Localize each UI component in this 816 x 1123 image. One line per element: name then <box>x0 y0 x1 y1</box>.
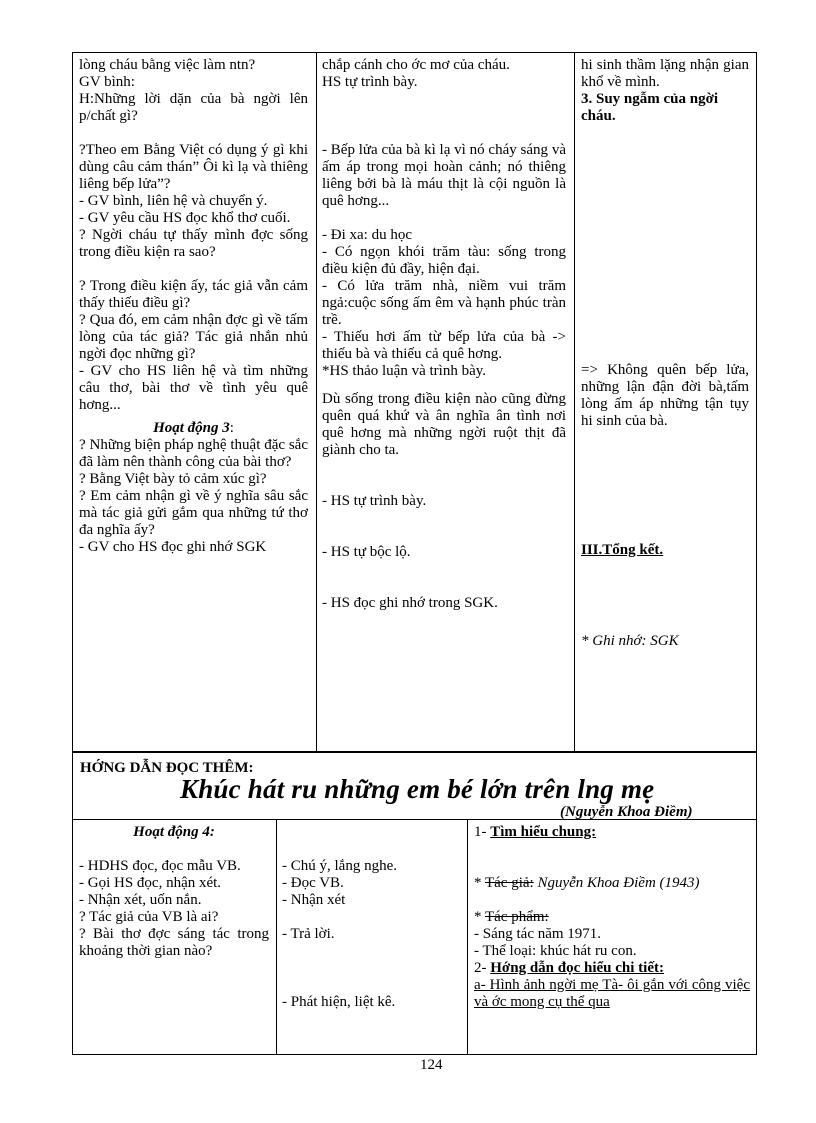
teacher-line: ? Bài thơ đợc sáng tác trong khoảng thời gian nào? <box>79 926 269 959</box>
teacher-line: ?Theo em Bằng Việt có dụng ý gì khi dùng câu cảm thán” Ôi kì lạ và thiêng liêng bếp lửa”? <box>79 142 308 192</box>
teacher-line: - GV cho HS liên hệ và tìm những câu thơ, bài thơ về tình yêu quê hơng... <box>79 363 308 413</box>
heading-1-label: Tìm hiểu chung: <box>490 824 597 840</box>
teacher-line: ? Em cảm nhận gì về ý nghĩa sâu sắc mà tác giả gửi gắm qua những tứ thơ đa nghĩa ấy? <box>79 488 308 538</box>
table1-divider-1 <box>316 52 317 752</box>
content-text: hi sinh thầm lặng nhận gian khổ về mình. <box>581 57 749 90</box>
student-line: - Có ngọn khói trăm tàu: sống trong điều kiện đủ đầy, hiện đại. <box>322 244 566 277</box>
activity-3-label: Hoạt động 3 <box>153 420 230 436</box>
teacher-line: - Nhận xét, uốn nắn. <box>79 892 202 908</box>
section-heading-3: 3. Suy ngẫm của ngời cháu. <box>581 91 719 124</box>
author-label: Tác giả: <box>484 875 534 891</box>
page-number: 124 <box>420 1057 443 1073</box>
student-line: - Thiếu hơi ấm từ bếp lửa của bà -> thiếu bà và thiếu cả quê hơng. <box>322 329 566 362</box>
poem-author: (Nguyễn Khoa Điềm) <box>560 804 693 820</box>
table2-divider-1 <box>276 819 277 1055</box>
student-line: - Nhận xét <box>282 892 346 908</box>
student-line: - Có lửa trăm nhà, niềm vui trăm ngả:cuộc sống ấm êm và hạnh phúc tràn trề. <box>322 278 566 328</box>
work-item: - Sáng tác năm 1971. <box>474 926 602 942</box>
table1-teacher-column <box>79 57 308 556</box>
section-subheading: HỚNG DẪN ĐỌC THÊM: <box>80 760 254 776</box>
table1-student-column <box>322 57 566 612</box>
heading-2-label: Hớng dẫn đọc hiểu chi tiết: <box>490 960 664 976</box>
student-line: - Chú ý, lắng nghe. <box>282 858 397 874</box>
student-line: - Đọc VB. <box>282 875 344 891</box>
table2-divider-2 <box>467 819 468 1055</box>
author-value: Nguyễn Khoa Điềm (1943) <box>533 875 700 891</box>
table1-divider-2 <box>574 52 575 752</box>
table2-student-column <box>282 858 460 1011</box>
summary-heading: III.Tổng kết. <box>581 542 664 558</box>
author-prefix: * <box>474 875 485 891</box>
student-line: - HS tự trình bày. <box>322 493 427 509</box>
student-line: - Đi xa: du học <box>322 227 412 243</box>
student-line: HS tự trình bày. <box>322 74 418 90</box>
heading-2 <box>474 960 750 977</box>
teacher-line: ? Trong điều kiện ấy, tác giả vẫn cảm thấy thiếu điều gì? <box>79 278 308 311</box>
work-item: - Thể loại: khúc hát ru con. <box>474 943 637 959</box>
note-text: * Ghi nhớ: SGK <box>581 633 679 649</box>
student-line: - Trả lời. <box>282 926 335 942</box>
work-label: Tác phẩm: <box>484 909 549 925</box>
student-line: *HS thảo luận và trình bày. <box>322 363 486 379</box>
table2-teacher-column <box>79 824 269 960</box>
table1-note <box>581 633 749 650</box>
teacher-line: ? Qua đó, em cảm nhận đợc gì về tấm lòng của tác giả? Tác giả nhắn nhủ ngời đọc những gì? <box>79 312 308 362</box>
heading-1 <box>474 824 750 841</box>
author-line <box>474 875 750 892</box>
activity-4-heading: Hoạt động 4: <box>133 824 215 840</box>
activity-3-colon: : <box>229 420 234 436</box>
student-line: Dù sống trong điều kiện nào cũng đừng quên quá khứ và ân nghĩa ân tình nơi quê hơng mà những ngời ruột thịt đã giành cho ta. <box>322 391 566 458</box>
student-line: - HS tự bộc lộ. <box>322 544 411 560</box>
student-line: chắp cánh cho ớc mơ của cháu. <box>322 57 510 73</box>
work-line <box>474 909 750 926</box>
teacher-line: - GV bình, liên hệ và chuyển ý. <box>79 193 268 209</box>
poem-title: Khúc hát ru những em bé lớn trên lng mẹ <box>180 774 655 804</box>
student-line: - Bếp lửa của bà kì lạ vì nó cháy sáng và ấm áp trong mọi hoàn cảnh; nó thiêng liêng bởi bà là máu thịt là cội nguồn là quê hơng... <box>322 142 566 209</box>
heading-1-prefix: 1- <box>474 824 491 840</box>
student-line: - Phát hiện, liệt kê. <box>282 994 396 1010</box>
teacher-line: lòng cháu bằng việc làm ntn? <box>79 57 256 73</box>
table1-content-column <box>581 57 749 125</box>
teacher-line: - GV cho HS đọc ghi nhớ SGK <box>79 539 267 555</box>
teacher-line: ? Ngời cháu tự thấy mình đợc sống trong điều kiện ra sao? <box>79 227 308 260</box>
work-prefix: * <box>474 909 485 925</box>
table1-conclusion <box>581 362 749 430</box>
student-line: - HS đọc ghi nhớ trong SGK. <box>322 595 498 611</box>
teacher-line: H:Những lời dặn của bà ngời lên p/chất gì? <box>79 91 308 124</box>
teacher-line: - Gọi HS đọc, nhận xét. <box>79 875 222 891</box>
activity-3-heading <box>79 420 308 437</box>
table1-summary <box>581 542 749 559</box>
conclusion-text: => Không quên bếp lửa, những lận đận đời bà,tấm lòng ấm áp những tận tụy hi sinh của bà. <box>581 362 749 429</box>
teacher-line: ? Bằng Việt bày tỏ cảm xúc gì? <box>79 471 267 487</box>
detail-line: a- Hình ảnh ngời mẹ Tà- ôi gắn với công việc và ớc mong cụ thể qua <box>474 977 750 1010</box>
teacher-line: GV bình: <box>79 74 135 90</box>
table2-content-column <box>474 824 750 1011</box>
teacher-line: ? Những biện pháp nghệ thuật đặc sắc đã làm nên thành công của bài thơ? <box>79 437 308 470</box>
teacher-line: ? Tác giả của VB là ai? <box>79 909 219 925</box>
heading-2-prefix: 2- <box>474 960 491 976</box>
teacher-line: - GV yêu cầu HS đọc khổ thơ cuối. <box>79 210 291 226</box>
teacher-line: - HDHS đọc, đọc mẫu VB. <box>79 858 241 874</box>
